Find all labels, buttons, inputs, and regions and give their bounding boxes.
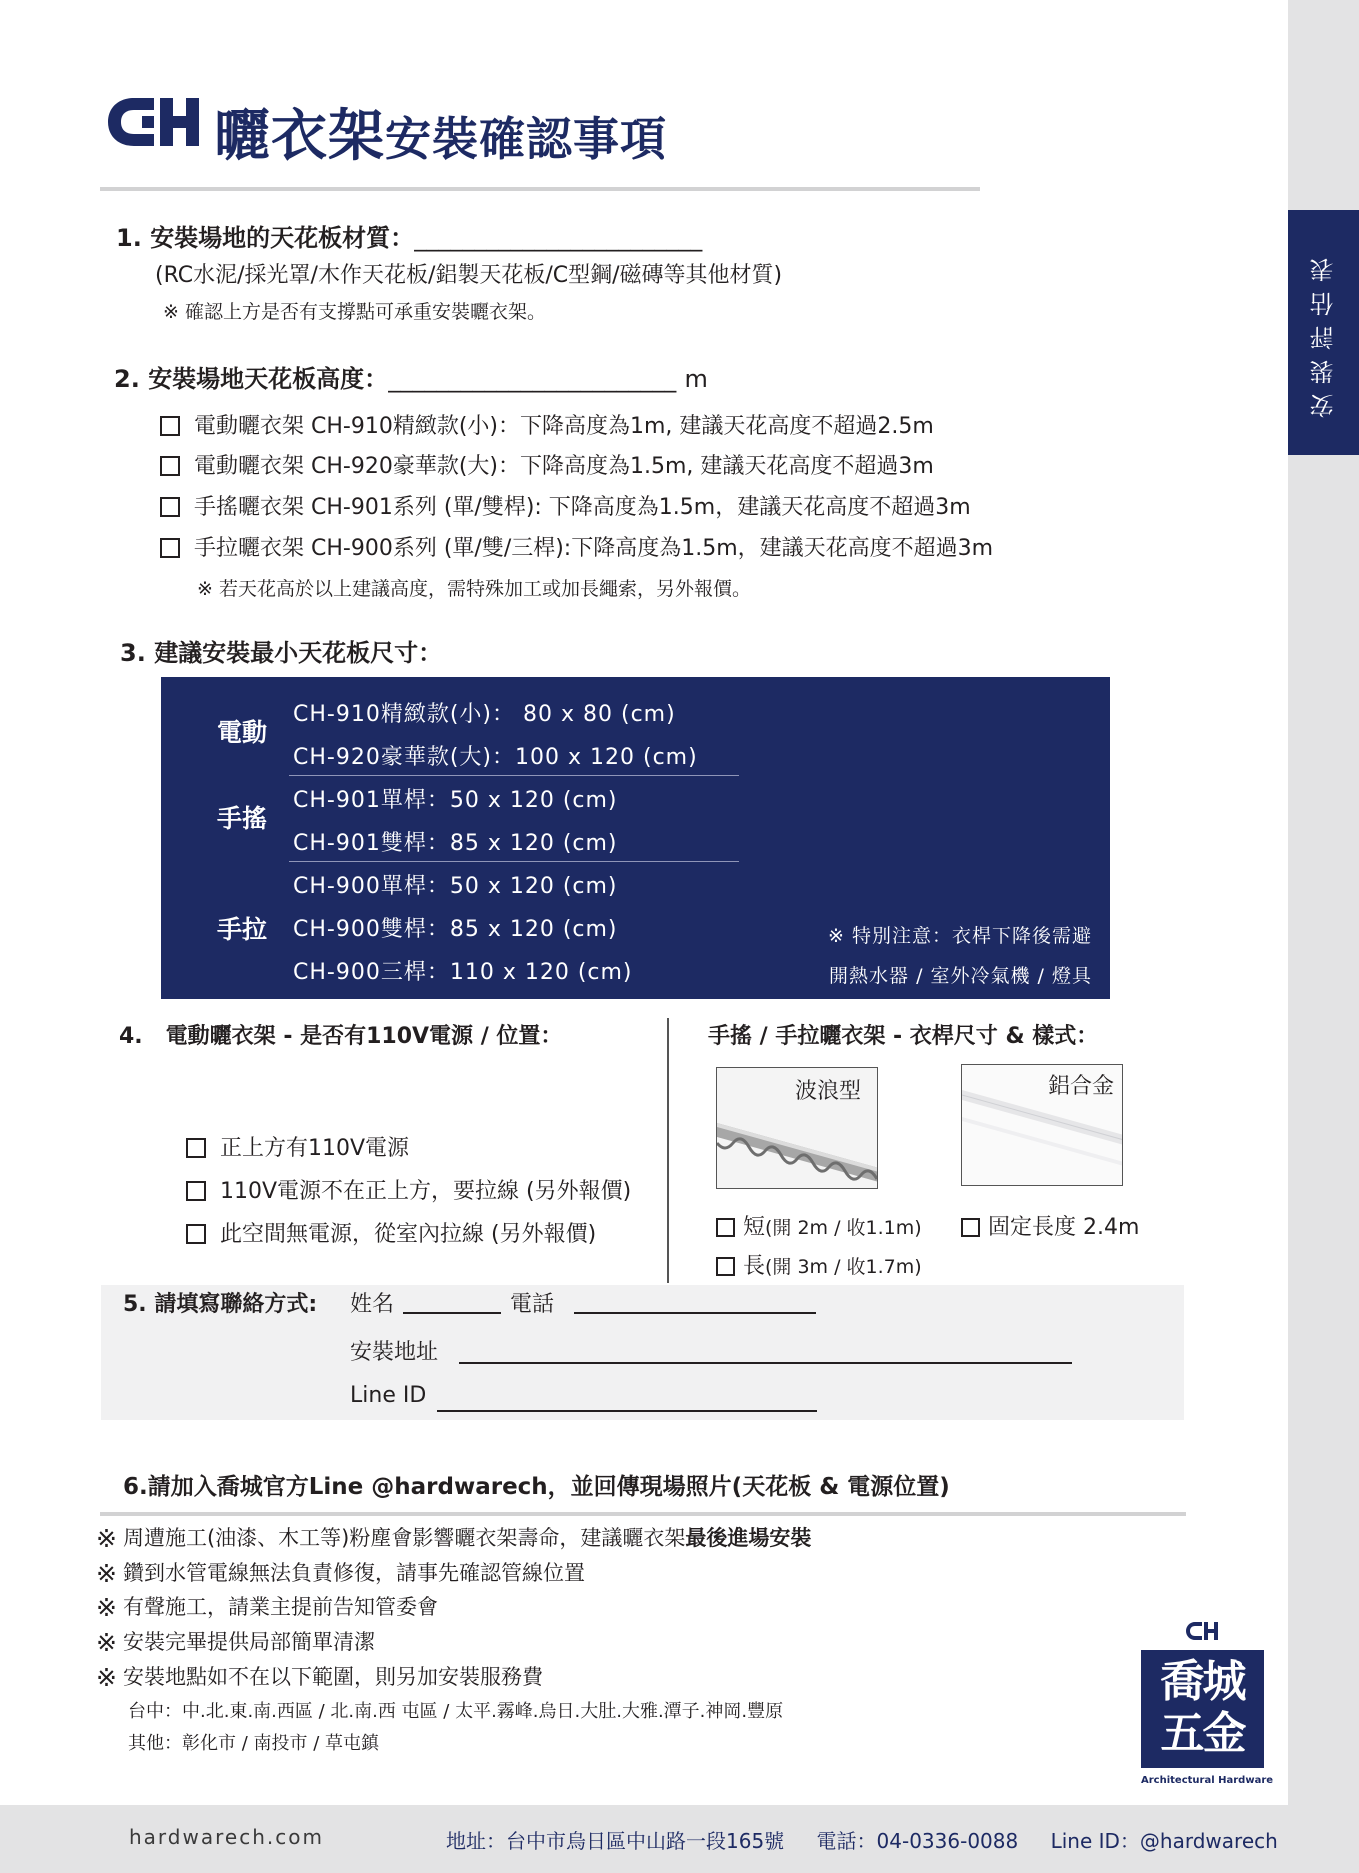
section1-blank[interactable]: ________________________ — [414, 224, 703, 252]
page-title-sub: 安裝確認事項 — [385, 112, 667, 166]
side-tab — [1288, 210, 1359, 455]
footer-line-id: Line ID：@hardwarech — [1050, 1829, 1278, 1853]
footer-address: 地址：台中市烏日區中山路一段165號 — [446, 1829, 785, 1853]
page-title-main: 曬衣架 — [214, 104, 385, 169]
rod-option-short[interactable]: 短(開 2m / 收1.1m) — [716, 1210, 922, 1241]
footer-phone: 電話：04-0336-0088 — [816, 1829, 1019, 1853]
section2-note: ※ 若天花高於以上建議高度，需特殊加工或加長繩索，另外報價。 — [197, 578, 751, 600]
section2-option-ch910[interactable]: 電動曬衣架 CH-910精緻款(小)：下降高度為1m, 建議天花高度不超過2.5m — [160, 409, 934, 440]
side-tab-label: 安裝評估表 — [1310, 247, 1338, 418]
phone-label: 電話 — [510, 1292, 555, 1317]
checkbox[interactable] — [160, 497, 180, 517]
section5-question — [123, 1287, 317, 1318]
aluminum-rod-thumbnail[interactable] — [961, 1064, 1123, 1186]
section2-option-ch900[interactable]: 手拉曬衣架 CH-900系列 (單/雙/三桿):下降高度為1.5m，建議天花高度不超過3m — [160, 531, 993, 562]
section6-line-instruction: 6.請加入喬城官方Line @hardwarech，並回傳現場照片(天花板 & 電源位置) — [123, 1474, 950, 1500]
section5-label: 請填寫聯絡方式: — [154, 1292, 318, 1317]
section4-question — [119, 1019, 562, 1050]
checkbox[interactable] — [160, 416, 180, 436]
brand-name-line1: 喬城 — [1160, 1656, 1245, 1707]
page-title — [214, 92, 667, 172]
note-construction: ※ 周遭施工(油漆、木工等)粉塵會影響曬衣架壽命，建議曬衣架最後進場安裝 — [96, 1524, 812, 1553]
brand-logo — [1141, 1650, 1264, 1768]
checkbox[interactable] — [716, 1257, 735, 1276]
checkbox[interactable] — [160, 538, 180, 558]
rod-type-wave: 波浪型 — [794, 1079, 861, 1104]
service-area-taichung: 台中：中.北.東.南.西區 / 北.南.西 屯區 / 太平.霧峰.烏日.大肚.大雅.潭子.神岡.豐原 — [128, 1701, 784, 1722]
header-divider — [100, 187, 980, 191]
section2-blank[interactable]: ________________________ — [388, 365, 677, 393]
section1-note: ※ 確認上方是否有支撐點可承重安裝曬衣架。 — [163, 301, 546, 323]
phone-field[interactable] — [574, 1312, 816, 1314]
line-id-label: Line ID — [350, 1383, 427, 1408]
section4-divider — [667, 1018, 669, 1283]
power-option-pull-wire[interactable]: 110V電源不在正上方，要拉線 (另外報價) — [186, 1174, 631, 1205]
brand-tagline: Architectural Hardware — [1141, 1775, 1274, 1786]
checkbox[interactable] — [186, 1138, 206, 1158]
section2-question — [114, 359, 708, 394]
rod-type-aluminum: 鋁合金 — [1047, 1074, 1114, 1099]
group-name-crank: 手搖 — [217, 804, 268, 833]
note-drilling: ※ 鑽到水管電線無法負責修復，請事先確認管線位置 — [96, 1559, 585, 1588]
note-service-area: ※ 安裝地點如不在以下範圍，則另加安裝服務費 — [96, 1663, 543, 1692]
section2-option-ch920[interactable]: 電動曬衣架 CH-920豪華款(大)：下降高度為1.5m, 建議天花高度不超過3m — [160, 449, 934, 480]
panel-note-line1: ※ 特別注意：衣桿下降後需避 — [828, 925, 1092, 947]
section4-number: 4. — [119, 1024, 143, 1049]
size-row: CH-920豪華款(大)：100 x 120 (cm) — [293, 745, 698, 770]
size-panel — [161, 677, 1110, 999]
ch-mini-logo-icon — [1185, 1621, 1219, 1641]
checkbox[interactable] — [186, 1224, 206, 1244]
checkbox[interactable] — [716, 1218, 735, 1237]
rod-option-fixed[interactable]: 固定長度 2.4m — [961, 1210, 1139, 1241]
section5-number: 5. — [123, 1292, 147, 1317]
footer — [0, 1805, 1359, 1873]
section1-question — [116, 218, 702, 253]
power-option-above[interactable]: 正上方有110V電源 — [186, 1131, 409, 1162]
footer-website[interactable]: hardwarech.com — [129, 1825, 324, 1849]
size-row: CH-901單桿：50 x 120 (cm) — [293, 788, 618, 813]
group-name-electric: 電動 — [217, 718, 268, 747]
size-row: CH-900單桿：50 x 120 (cm) — [293, 874, 618, 899]
address-field[interactable] — [459, 1362, 1072, 1364]
name-field[interactable] — [403, 1312, 501, 1314]
section1-label: 安裝場地的天花板材質： — [150, 224, 415, 252]
section3-question — [120, 633, 442, 668]
section2-unit: m — [684, 365, 708, 393]
panel-divider — [289, 861, 739, 862]
panel-note-line2: 開熱水器 / 室外冷氣機 / 燈具 — [829, 965, 1092, 987]
checkbox[interactable] — [186, 1181, 206, 1201]
section1-options-hint: (RC水泥/採光罩/木作天花板/鋁製天花板/C型鋼/磁磚等其他材質) — [155, 263, 783, 288]
section4-label: 電動曬衣架 - 是否有110V電源 / 位置： — [165, 1024, 563, 1049]
section3-label: 建議安裝最小天花板尺寸： — [154, 639, 443, 667]
address-label: 安裝地址 — [350, 1340, 439, 1365]
ch-logo-icon — [104, 94, 202, 150]
footer-contact — [446, 1825, 1278, 1854]
checkbox[interactable] — [160, 456, 180, 476]
wave-rod-thumbnail[interactable] — [716, 1067, 878, 1189]
section3-number: 3. — [120, 639, 146, 667]
size-row: CH-900雙桿：85 x 120 (cm) — [293, 917, 618, 942]
power-option-indoor[interactable]: 此空間無電源，從室內拉線 (另外報價) — [186, 1217, 596, 1248]
section2-number: 2. — [114, 365, 140, 393]
rod-label: 手搖 / 手拉曬衣架 - 衣桿尺寸 & 樣式： — [708, 1024, 1099, 1049]
group-name-pull: 手拉 — [217, 915, 268, 944]
panel-divider — [289, 775, 739, 776]
service-area-other: 其他：彰化市 / 南投市 / 草屯鎮 — [128, 1733, 380, 1754]
size-row: CH-910精緻款(小)： 80 x 80 (cm) — [293, 702, 676, 727]
brand-name-line2: 五金 — [1160, 1708, 1245, 1759]
size-row: CH-901雙桿：85 x 120 (cm) — [293, 831, 618, 856]
section2-label: 安裝場地天花板高度： — [148, 365, 389, 393]
rod-option-long[interactable]: 長(開 3m / 收1.7m) — [716, 1249, 922, 1280]
note-cleaning: ※ 安裝完畢提供局部簡單清潔 — [96, 1628, 375, 1657]
size-row: CH-900三桿：110 x 120 (cm) — [293, 960, 633, 985]
section1-number: 1. — [116, 224, 142, 252]
section2-option-ch901[interactable]: 手搖曬衣架 CH-901系列 (單/雙桿): 下降高度為1.5m，建議天花高度不超過3m — [160, 490, 971, 521]
checkbox[interactable] — [961, 1218, 980, 1237]
line-id-field[interactable] — [437, 1410, 817, 1412]
notes-divider — [100, 1512, 1186, 1516]
note-noise: ※ 有聲施工，請業主提前告知管委會 — [96, 1593, 438, 1622]
name-label: 姓名 — [350, 1292, 395, 1317]
